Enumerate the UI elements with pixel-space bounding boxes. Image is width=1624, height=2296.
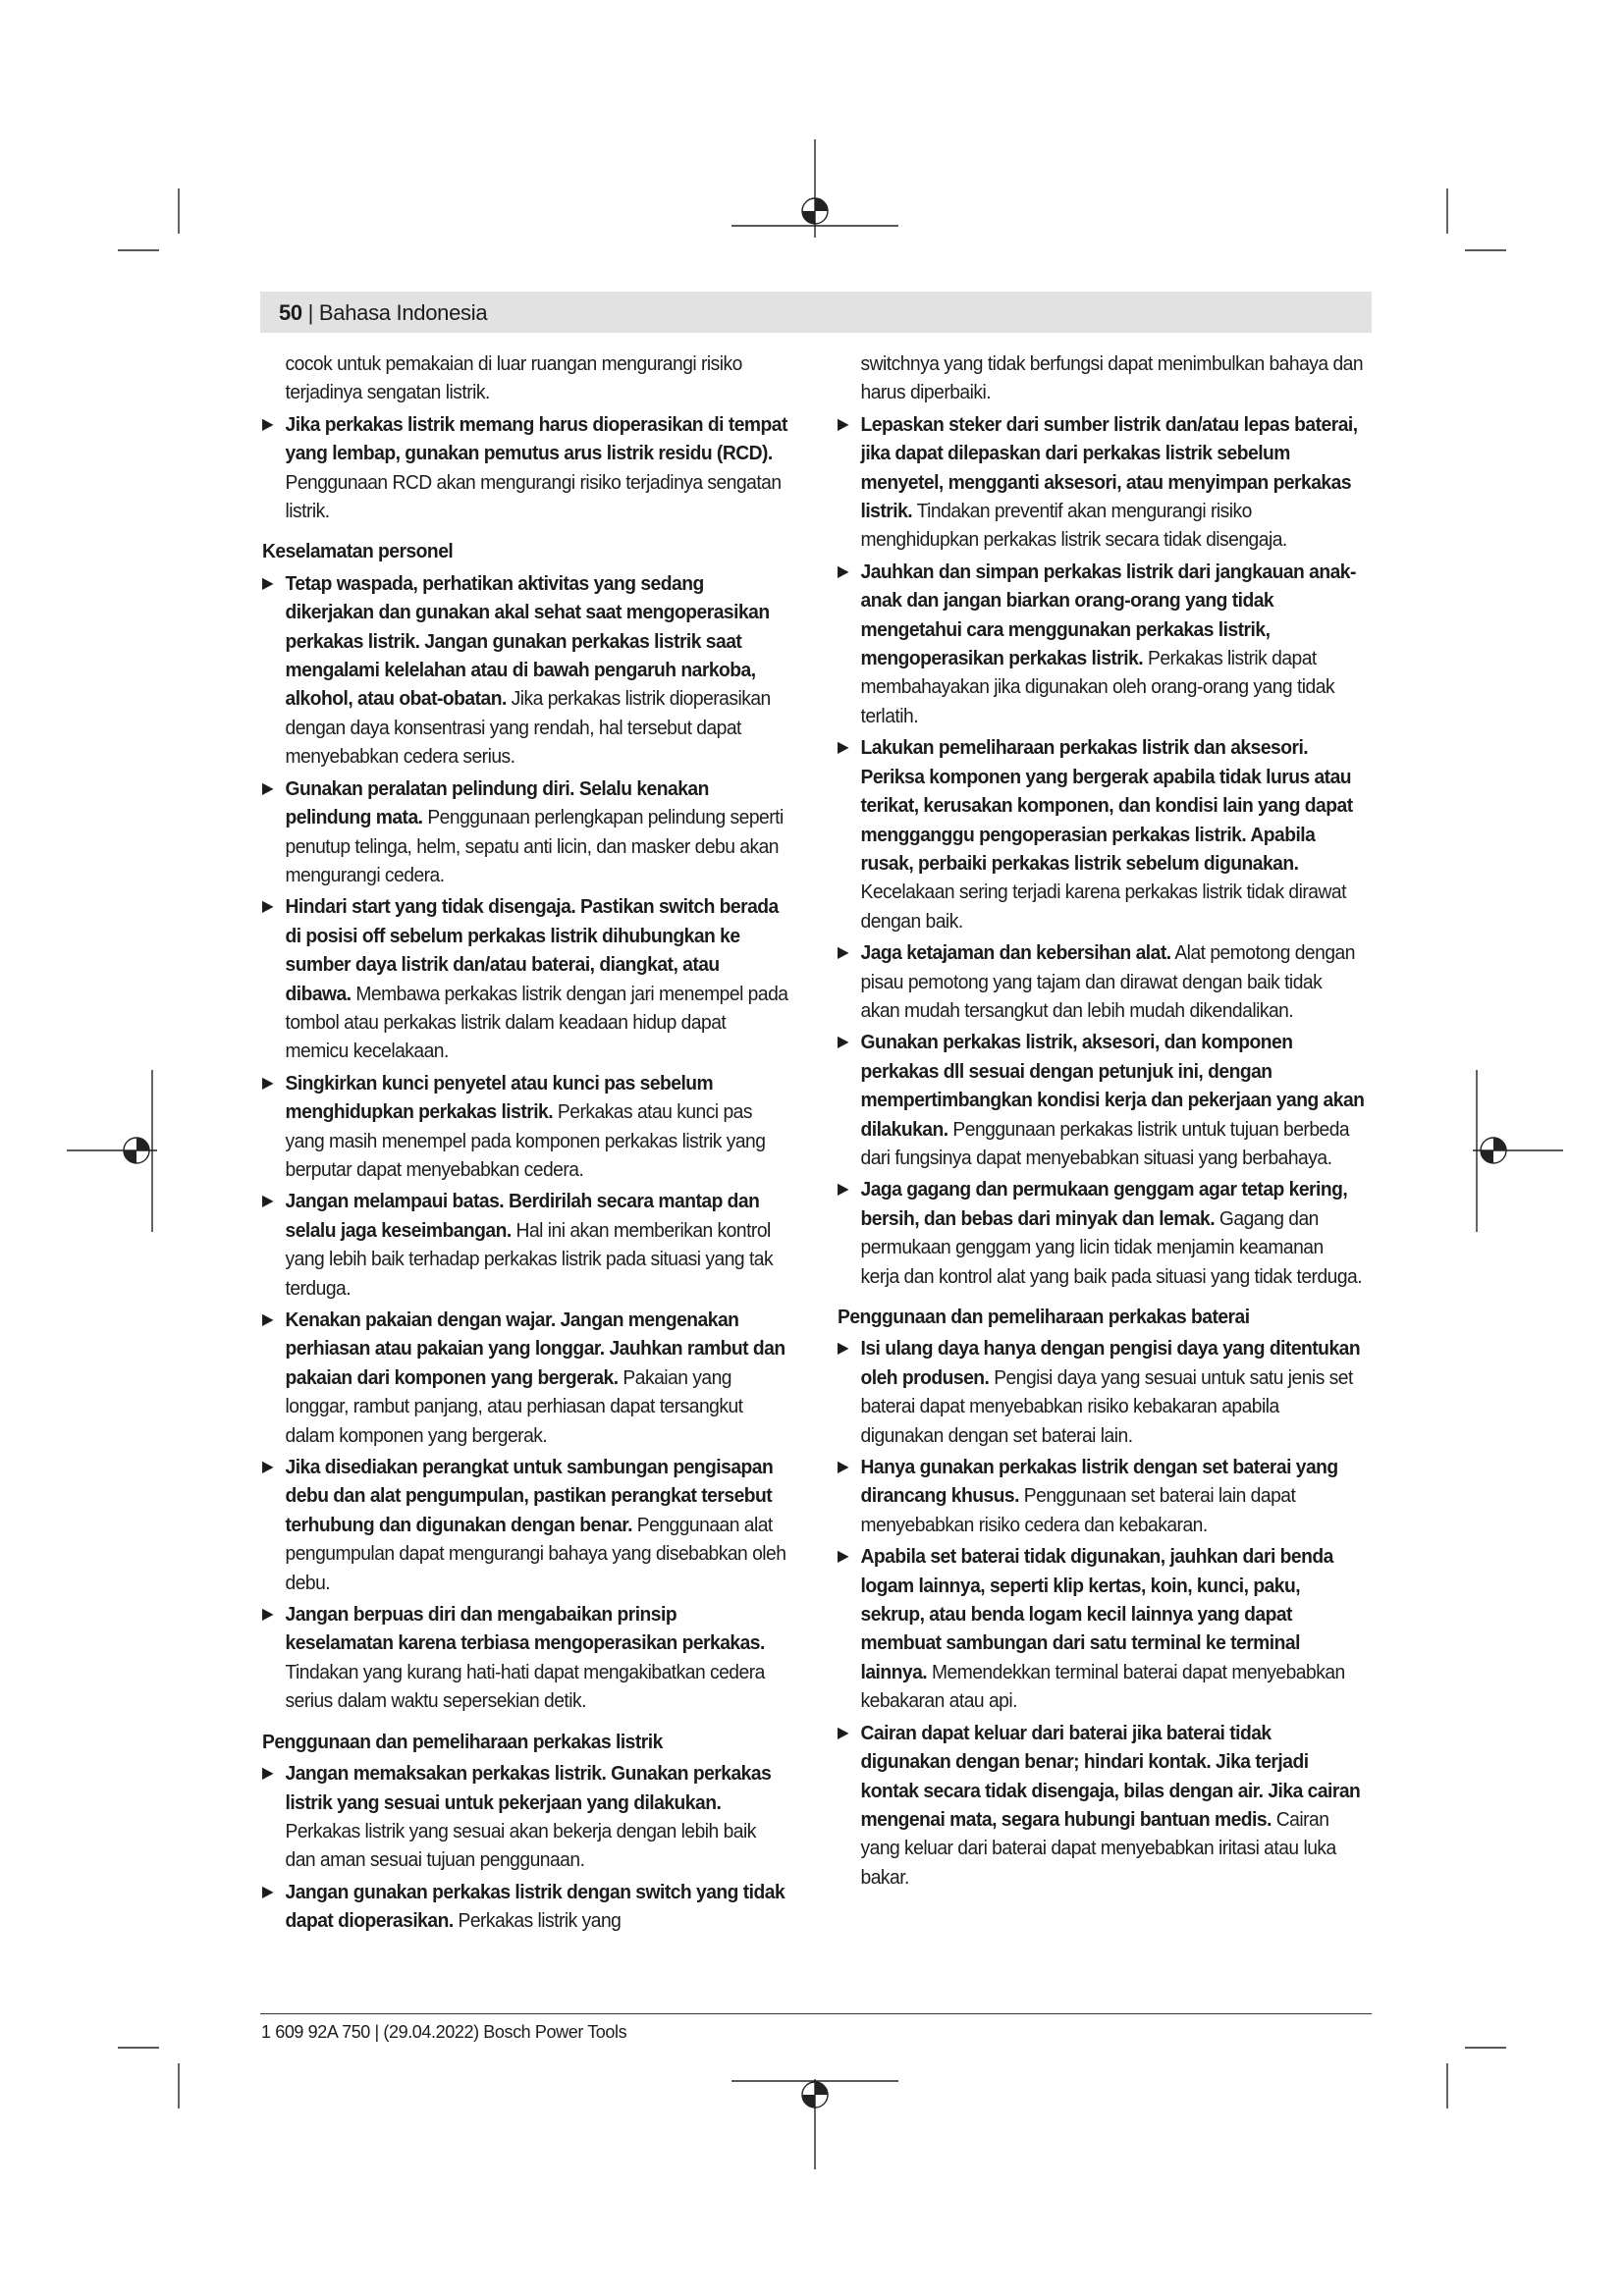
bullet-arrow-icon: ▶ — [838, 1340, 849, 1358]
footer-rule — [260, 2013, 1372, 2014]
bullet-arrow-icon: ▶ — [838, 1181, 849, 1199]
bullet-arrow-icon: ▶ — [262, 898, 274, 916]
bullet-arrow-icon: ▶ — [838, 739, 849, 757]
page-number: 50 — [279, 300, 302, 325]
list-item: ▶ Hanya gunakan perkakas listrik dengan set baterai yang dirancang khusus. Penggunaan set baterai lain dapat menyebabkan risiko cedera dan kebakaran. — [838, 1453, 1366, 1539]
bullet-arrow-icon: ▶ — [262, 1193, 274, 1210]
bullet-arrow-icon: ▶ — [262, 574, 274, 592]
list-item: ▶ Cairan dapat keluar dari baterai jika baterai tidak digunakan dengan benar; hindari kontak. Jika terjadi kontak secara tidak disengaja, bilas dengan air. Jika cairan mengenai mata, segara hubungi bantuan medis. Cairan yang keluar dari baterai dapat menyebabkan iritasi atau luka bakar. — [838, 1719, 1366, 1892]
footer-doc-info: 1 609 92A 750 | (29.04.2022) Bosch Power Tools — [261, 2022, 627, 2042]
list-item: ▶ Tetap waspada, perhatikan aktivitas yang sedang dikerjakan dan gunakan akal sehat saat mengoperasikan perkakas listrik. Jangan gunakan perkakas listrik saat mengalami kelelahan atau di bawah pengaruh narkoba, alkohol, atau obat-obatan. Jika perkakas listrik dioperasikan dengan daya konsentrasi yang rendah, hal tersebut dapat menyebabkan cedera serius. — [262, 569, 788, 772]
list-item: ▶ Jika disediakan perangkat untuk sambungan pengisapan debu dan alat pengumpulan, pastikan perangkat tersebut terhubung dan digunakan dengan benar. Penggunaan alat pengumpulan dapat mengurangi bahaya yang disebabkan oleh debu. — [262, 1453, 788, 1597]
list-item: ▶ Hindari start yang tidak disengaja. Pastikan switch berada di posisi off sebelum perkakas listrik dihubungkan ke sumber daya listrik dan/atau baterai, diangkat, atau dibawa. Membawa perkakas listrik dengan jari menempel pada tombol atau perkakas listrik dalam keadaan hidup dapat memicu kecelakaan. — [262, 892, 788, 1065]
bullet-arrow-icon: ▶ — [838, 1724, 849, 1741]
bullet-arrow-icon: ▶ — [262, 1311, 274, 1328]
left-column — [262, 349, 788, 1936]
continuation-text: cocok untuk pemakaian di luar ruangan mengurangi risiko terjadinya sengatan listrik. — [285, 352, 742, 404]
bullet-arrow-icon: ▶ — [262, 1765, 274, 1783]
bullet-arrow-icon: ▶ — [838, 1548, 849, 1566]
list-item: ▶ Singkirkan kunci penyetel atau kunci pas sebelum menghidupkan perkakas listrik. Perkakas atau kunci pas yang masih menempel pada komponen perkakas listrik yang berputar dapat menyebabkan cedera. — [262, 1069, 788, 1185]
page-header — [279, 299, 487, 327]
list-item: ▶ Jaga ketajaman dan kebersihan alat. Alat pemotong dengan pisau pemotong yang tajam dan dirawat dengan baik tidak akan mudah tersangkut dan lebih mudah dikendalikan. — [838, 938, 1366, 1025]
list-item: ▶ Jika perkakas listrik memang harus dioperasikan di tempat yang lembap, gunakan pemutus arus listrik residu (RCD). Penggunaan RCD akan mengurangi risiko terjadinya sengatan listrik. — [262, 410, 788, 526]
bullet-arrow-icon: ▶ — [262, 1606, 274, 1624]
bullet-arrow-icon: ▶ — [838, 1034, 849, 1051]
header-separator: | — [301, 300, 319, 325]
list-item: ▶ Apabila set baterai tidak digunakan, jauhkan dari benda logam lainnya, seperti klip kertas, koin, kunci, paku, sekrup, atau benda logam kecil lainnya yang dapat membuat sambungan dari satu terminal ke terminal lainnya. Memendekkan terminal baterai dapat menyebabkan kebakaran atau api. — [838, 1542, 1366, 1715]
bullet-arrow-icon: ▶ — [262, 1459, 274, 1476]
right-column — [838, 349, 1366, 1892]
list-item: ▶ Kenakan pakaian dengan wajar. Jangan mengenakan perhiasan atau pakaian yang longgar. Jauhkan rambut dan pakaian dari komponen yang bergerak. Pakaian yang longgar, rambut panjang, atau perhiasan dapat tersangkut dalam komponen yang bergerak. — [262, 1306, 788, 1450]
header-language: Bahasa Indonesia — [318, 300, 488, 325]
list-item: ▶ Jangan berpuas diri dan mengabaikan prinsip keselamatan karena terbiasa mengoperasikan perkakas. Tindakan yang kurang hati-hati dapat mengakibatkan cedera serius dalam waktu sepersekian detik. — [262, 1600, 788, 1716]
list-item: ▶ Jauhkan dan simpan perkakas listrik dari jangkauan anak-anak dan jangan biarkan orang-orang yang tidak mengetahui cara menggunakan perkakas listrik, mengoperasikan perkakas listrik. Perkakas listrik dapat membahayakan jika digunakan oleh orang-orang yang tidak terlatih. — [838, 558, 1366, 730]
bullet-arrow-icon: ▶ — [838, 944, 849, 962]
list-item: ▶ Isi ulang daya hanya dengan pengisi daya yang ditentukan oleh produsen. Pengisi daya yang sesuai untuk satu jenis set baterai dapat menyebabkan risiko kebakaran apabila digunakan dengan set baterai lain. — [838, 1334, 1366, 1450]
bullet-arrow-icon: ▶ — [262, 1074, 274, 1092]
section-heading: Penggunaan dan pemeliharaan perkakas baterai — [838, 1306, 1250, 1328]
list-item: ▶ Lakukan pemeliharaan perkakas listrik dan aksesori. Periksa komponen yang bergerak apabila tidak lurus atau terikat, kerusakan komponen, dan kondisi lain yang dapat mengganggu pengoperasian perkakas listrik. Apabila rusak, perbaiki perkakas listrik sebelum digunakan. Kecelakaan sering terjadi karena perkakas listrik tidak dirawat dengan baik. — [838, 733, 1366, 935]
list-item: ▶ Jangan memaksakan perkakas listrik. Gunakan perkakas listrik yang sesuai untuk pekerjaan yang dilakukan. Perkakas listrik yang sesuai akan bekerja dengan lebih baik dan aman sesuai tujuan penggunaan. — [262, 1759, 788, 1875]
bullet-arrow-icon: ▶ — [838, 1459, 849, 1476]
bullet-arrow-icon: ▶ — [838, 562, 849, 580]
bullet-arrow-icon: ▶ — [262, 779, 274, 797]
bullet-arrow-icon: ▶ — [838, 415, 849, 433]
bullet-arrow-icon: ▶ — [262, 415, 274, 433]
list-item: ▶ Lepaskan steker dari sumber listrik dan/atau lepas baterai, jika dapat dilepaskan dari perkakas listrik sebelum menyetel, mengganti aksesori, atau menyimpan perkakas listrik. Tindakan preventif akan mengurangi risiko menghidupkan perkakas listrik secara tidak disengaja. — [838, 410, 1366, 555]
continuation-text: switchnya yang tidak berfungsi dapat menimbulkan bahaya dan harus diperbaiki. — [860, 352, 1364, 404]
list-item: ▶ Gunakan peralatan pelindung diri. Selalu kenakan pelindung mata. Penggunaan perlengkapan pelindung seperti penutup telinga, helm, sepatu anti licin, dan masker debu akan mengurangi cedera. — [262, 774, 788, 890]
bullet-arrow-icon: ▶ — [262, 1883, 274, 1900]
section-heading: Keselamatan personel — [262, 540, 454, 563]
section-heading: Penggunaan dan pemeliharaan perkakas listrik — [262, 1730, 663, 1753]
list-item: ▶ Jaga gagang dan permukaan genggam agar tetap kering, bersih, dan bebas dari minyak dan lemak. Gagang dan permukaan genggam yang licin tidak menjamin keamanan kerja dan kontrol alat yang baik pada situasi yang tidak terduga. — [838, 1175, 1366, 1291]
list-item: ▶ Gunakan perkakas listrik, aksesori, dan komponen perkakas dll sesuai dengan petunjuk ini, dengan mempertimbangkan kondisi kerja dan pekerjaan yang akan dilakukan. Penggunaan perkakas listrik untuk tujuan berbeda dari fungsinya dapat menyebabkan situasi yang berbahaya. — [838, 1028, 1366, 1172]
list-item: ▶ Jangan gunakan perkakas listrik dengan switch yang tidak dapat dioperasikan. Perkakas listrik yang — [262, 1878, 788, 1936]
list-item: ▶ Jangan melampaui batas. Berdirilah secara mantap dan selalu jaga keseimbangan. Hal ini akan memberikan kontrol yang lebih baik terhadap perkakas listrik pada situasi yang tak terduga. — [262, 1187, 788, 1303]
